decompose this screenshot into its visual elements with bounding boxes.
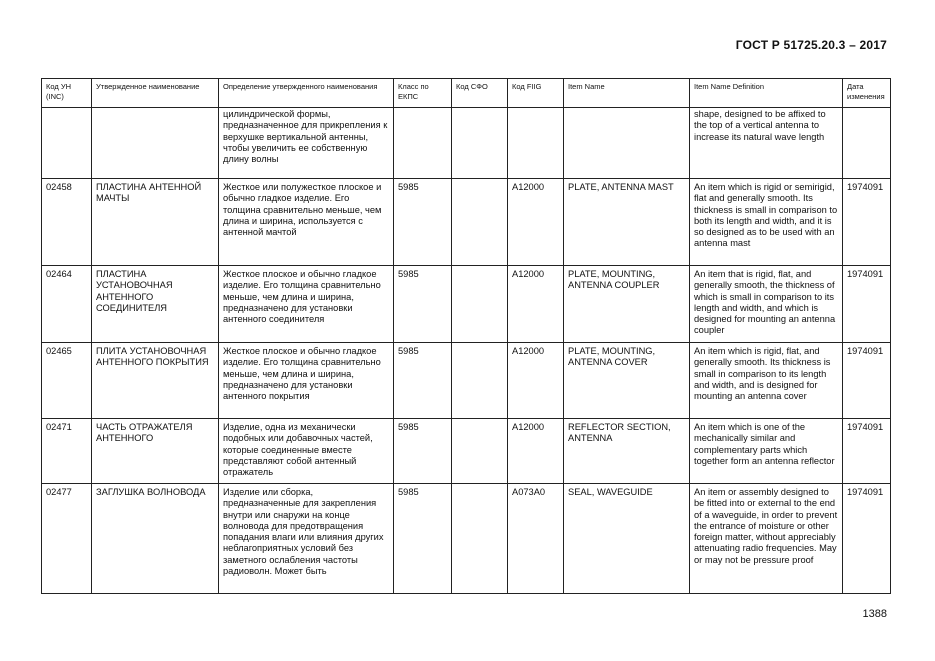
cell-sfo <box>452 179 508 266</box>
cell-name: ПЛИТА УСТАНОВОЧНАЯ АНТЕННОГО ПОКРЫТИЯ <box>92 343 219 419</box>
cell-definition: Изделие, одна из механически подобных или добавочных частей, которые соединенные вместе представляют собой антенный отражатель <box>219 419 394 484</box>
column-header-item-name: Item Name <box>564 79 690 108</box>
cell-item-name: PLATE, MOUNTING, ANTENNA COUPLER <box>564 266 690 343</box>
cell-item-definition: An item that is rigid, flat, and generally smooth, the thickness of which is small in comparison to its length and width, and which is designed for mounting an antenna coupler <box>690 266 843 343</box>
cell-fiig <box>508 108 564 179</box>
cell-name: ЧАСТЬ ОТРАЖАТЕЛЯ АНТЕННОГО <box>92 419 219 484</box>
cell-date: 1974091 <box>843 179 891 266</box>
column-header-definition-ru: Определение утвержденного наименования <box>219 79 394 108</box>
table-header-row <box>42 79 891 108</box>
cell-inc: 02458 <box>42 179 92 266</box>
cell-fiig: A12000 <box>508 179 564 266</box>
cell-sfo <box>452 343 508 419</box>
cell-item-name: SEAL, WAVEGUIDE <box>564 484 690 594</box>
column-header-item-definition: Item Name Definition <box>690 79 843 108</box>
table-row <box>42 484 891 594</box>
cell-item-name: PLATE, MOUNTING, ANTENNA COVER <box>564 343 690 419</box>
table-row <box>42 266 891 343</box>
cell-definition: Жесткое плоское и обычно гладкое изделие. Его толщина сравнительно меньше, чем длина и ширина, предназначено для установки антенного покрытия <box>219 343 394 419</box>
cell-fiig: A12000 <box>508 266 564 343</box>
cell-date: 1974091 <box>843 484 891 594</box>
cell-item-definition: shape, designed to be affixed to the top of a vertical antenna to increase its natural wave length <box>690 108 843 179</box>
cell-inc: 02465 <box>42 343 92 419</box>
cell-item-definition: An item or assembly designed to be fitted into or external to the end of a waveguide, in order to prevent the entrance of moisture or other foreign matter, without appreciably attenuating radio frequencies. May or may not be pressure proof <box>690 484 843 594</box>
table-row <box>42 179 891 266</box>
cell-fiig: A12000 <box>508 343 564 419</box>
cell-inc <box>42 108 92 179</box>
cell-class: 5985 <box>394 179 452 266</box>
cell-date: 1974091 <box>843 266 891 343</box>
table-row <box>42 108 891 179</box>
cell-name <box>92 108 219 179</box>
column-header-sfo: Код СФО <box>452 79 508 108</box>
cell-sfo <box>452 108 508 179</box>
cell-class <box>394 108 452 179</box>
cell-class: 5985 <box>394 419 452 484</box>
cell-item-name: PLATE, ANTENNA MAST <box>564 179 690 266</box>
cell-item-name <box>564 108 690 179</box>
cell-sfo <box>452 484 508 594</box>
document-header: ГОСТ Р 51725.20.3 – 2017 <box>735 38 887 52</box>
table-row <box>42 343 891 419</box>
column-header-name-ru: Утвержденное наименование <box>92 79 219 108</box>
cell-inc: 02477 <box>42 484 92 594</box>
cell-sfo <box>452 419 508 484</box>
cell-inc: 02471 <box>42 419 92 484</box>
cell-definition: цилиндрической формы, предназначенное для прикрепления к верхушке вертикальной антенны, чтобы увеличить ее собственную длину волны <box>219 108 394 179</box>
cell-name: ПЛАСТИНА УСТАНОВОЧНАЯ АНТЕННОГО СОЕДИНИТЕЛЯ <box>92 266 219 343</box>
cell-name: ЗАГЛУШКА ВОЛНОВОДА <box>92 484 219 594</box>
column-header-fiig: Код FIIG <box>508 79 564 108</box>
cell-sfo <box>452 266 508 343</box>
cell-class: 5985 <box>394 266 452 343</box>
cell-class: 5985 <box>394 484 452 594</box>
column-header-date: Дата изменения <box>843 79 891 108</box>
cell-date <box>843 108 891 179</box>
cell-item-definition: An item which is rigid, flat, and generally smooth. Its thickness is small in comparison to its length and width, and is designed for mounting an antenna cover <box>690 343 843 419</box>
cell-fiig: A12000 <box>508 419 564 484</box>
table-row <box>42 419 891 484</box>
cell-name: ПЛАСТИНА АНТЕННОЙ МАЧТЫ <box>92 179 219 266</box>
column-header-inc: Код УН (INC) <box>42 79 92 108</box>
cell-definition: Жесткое плоское и обычно гладкое изделие. Его толщина сравнительно меньше, чем длина и ширина, предназначено для установки антенного соединителя <box>219 266 394 343</box>
page-number: 1388 <box>862 608 887 620</box>
cell-definition: Изделие или сборка, предназначенные для закрепления внутри или снаружи на конце волновода для предотвращения попадания влаги или влияния других неблагоприятных условий без заметного ослабления частоты радиоволн. Может быть <box>219 484 394 594</box>
cell-class: 5985 <box>394 343 452 419</box>
cell-date: 1974091 <box>843 343 891 419</box>
column-header-class: Класс по ЕКПС <box>394 79 452 108</box>
cell-item-name: REFLECTOR SECTION, ANTENNA <box>564 419 690 484</box>
cell-inc: 02464 <box>42 266 92 343</box>
cell-item-definition: An item which is rigid or semirigid, flat and generally smooth. Its thickness is small in comparison to both its length and width, and it is so designed as to be used with an antenna mast <box>690 179 843 266</box>
cell-date: 1974091 <box>843 419 891 484</box>
cell-item-definition: An item which is one of the mechanically similar and complementary parts which together form an antenna reflector <box>690 419 843 484</box>
cell-fiig: A073A0 <box>508 484 564 594</box>
item-names-table <box>41 78 891 594</box>
cell-definition: Жесткое или полужесткое плоское и обычно гладкое изделие. Его толщина сравнительно меньше, чем длина и ширина, используется с антенной мачтой <box>219 179 394 266</box>
